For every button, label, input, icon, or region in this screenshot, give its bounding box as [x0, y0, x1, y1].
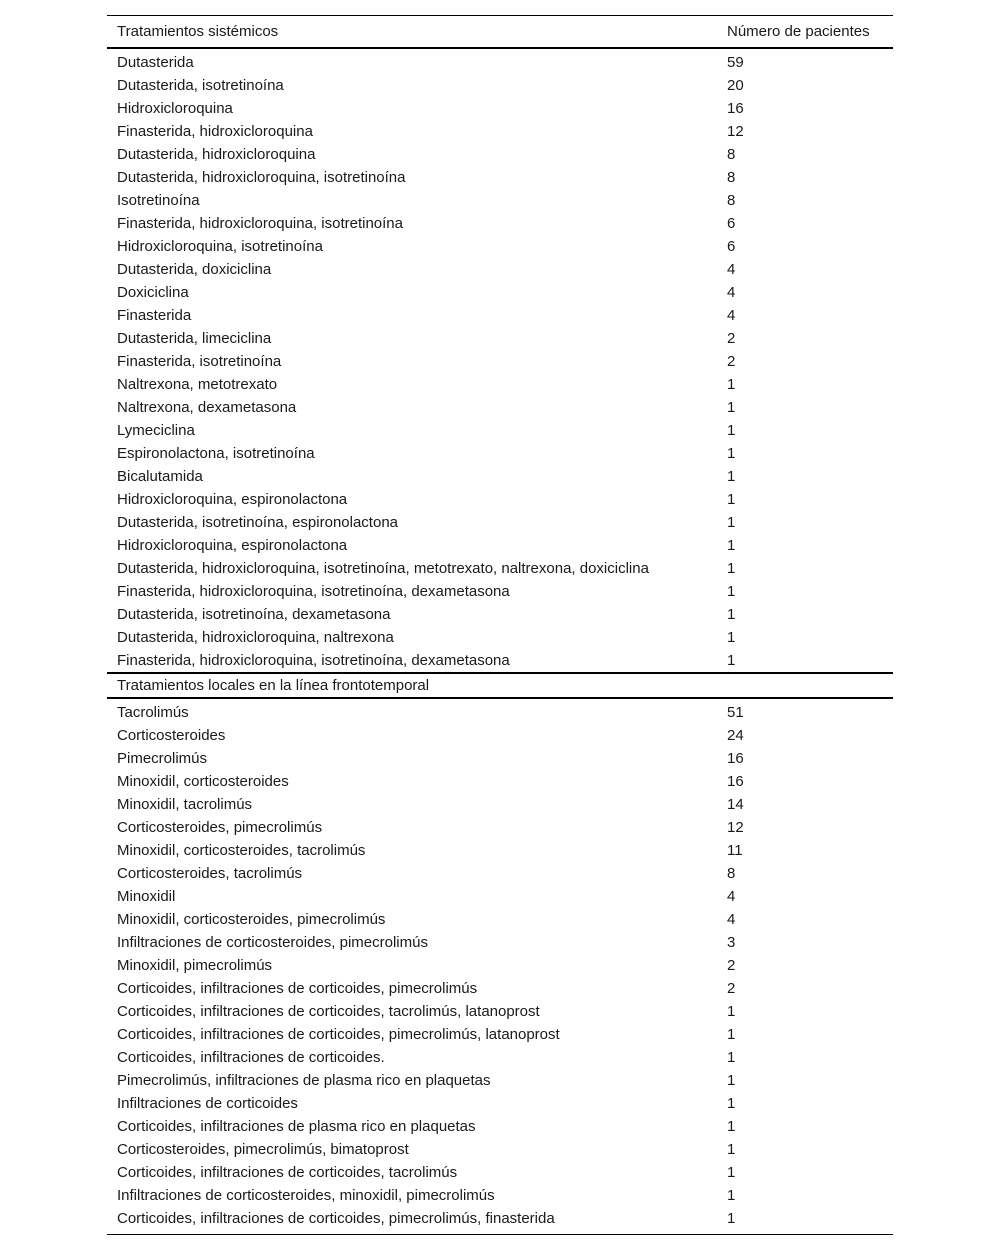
patients-cell: 14 — [727, 796, 744, 813]
table-row — [107, 97, 893, 120]
treatment-cell: Finasterida, hidroxicloroquina, isotretinoína, dexametasona — [117, 652, 510, 669]
table-row — [107, 557, 893, 580]
table-row — [107, 48, 893, 74]
treatment-cell: Dutasterida, limeciclina — [117, 330, 272, 347]
treatment-cell: Tacrolimús — [117, 704, 189, 721]
table-row — [107, 1000, 893, 1023]
patients-cell: 3 — [727, 934, 736, 951]
treatment-cell: Minoxidil, pimecrolimús — [117, 957, 273, 974]
table-row — [107, 1023, 893, 1046]
treatment-cell: Corticosteroides, pimecrolimús, bimatoprost — [117, 1141, 409, 1158]
treatment-cell: Naltrexona, dexametasona — [117, 399, 297, 416]
patients-cell: 1 — [727, 491, 736, 508]
treatment-cell: Minoxidil — [117, 888, 176, 905]
table-row — [107, 1069, 893, 1092]
table-row — [107, 1161, 893, 1184]
section-header-row — [107, 673, 893, 698]
patients-cell: 1 — [727, 445, 736, 462]
treatment-cell: Espironolactona, isotretinoína — [117, 445, 315, 462]
treatment-cell: Hidroxicloroquina — [117, 100, 233, 117]
local-treatments-section — [107, 698, 893, 1235]
treatment-cell: Minoxidil, corticosteroides, pimecrolimús — [117, 911, 386, 928]
patients-cell: 1 — [727, 583, 736, 600]
patients-cell: 1 — [727, 468, 736, 485]
treatment-cell: Corticosteroides — [117, 727, 226, 744]
patients-cell: 20 — [727, 77, 744, 94]
patients-cell: 1 — [727, 1095, 736, 1112]
table-row — [107, 327, 893, 350]
treatments-table — [107, 15, 893, 1235]
treatment-cell: Naltrexona, metotrexato — [117, 376, 278, 393]
treatment-cell: Infiltraciones de corticosteroides, minoxidil, pimecrolimús — [117, 1187, 495, 1204]
treatment-cell: Infiltraciones de corticoides — [117, 1095, 298, 1112]
table-row — [107, 862, 893, 885]
table-row — [107, 281, 893, 304]
patients-cell: 16 — [727, 100, 744, 117]
table-row — [107, 626, 893, 649]
treatment-cell: Finasterida, hidroxicloroquina, isotretinoína, dexametasona — [117, 583, 510, 600]
patients-cell: 1 — [727, 606, 736, 623]
patients-cell: 4 — [727, 284, 736, 301]
treatment-cell: Corticoides, infiltraciones de corticoides, tacrolimús — [117, 1164, 458, 1181]
treatment-cell: Corticoides, infiltraciones de corticoides, tacrolimús, latanoprost — [117, 1003, 540, 1020]
patients-cell: 51 — [727, 704, 744, 721]
patients-cell: 1 — [717, 1207, 893, 1235]
patients-cell: 8 — [727, 169, 736, 186]
treatment-cell: Dutasterida, hidroxicloroquina, isotretinoína, metotrexato, naltrexona, doxiciclina — [117, 560, 649, 577]
table-row — [107, 488, 893, 511]
patients-cell: 8 — [727, 146, 736, 163]
treatment-cell: Minoxidil, corticosteroides, tacrolimús — [117, 842, 366, 859]
table-row — [107, 580, 893, 603]
table-row — [107, 120, 893, 143]
table-row — [107, 465, 893, 488]
table-row — [107, 698, 893, 724]
treatment-cell: Corticosteroides, pimecrolimús — [117, 819, 323, 836]
treatment-cell: Hidroxicloroquina, isotretinoína — [117, 238, 323, 255]
patients-cell: 4 — [727, 911, 736, 928]
treatment-cell: Lymeciclina — [117, 422, 195, 439]
table-row — [107, 839, 893, 862]
treatment-cell: Corticoides, infiltraciones de corticoides, pimecrolimús, finasterida — [107, 1207, 717, 1235]
treatment-cell: Dutasterida, isotretinoína — [117, 77, 284, 94]
treatment-cell: Dutasterida, isotretinoína, espironolactona — [117, 514, 399, 531]
table-row — [107, 954, 893, 977]
patients-cell: 1 — [727, 652, 736, 669]
patients-cell: 1 — [727, 422, 736, 439]
patients-cell: 11 — [727, 842, 743, 859]
patients-cell: 4 — [727, 888, 736, 905]
treatment-cell: Doxiciclina — [117, 284, 189, 301]
table-row — [107, 1207, 893, 1235]
table-row — [107, 816, 893, 839]
table-row — [107, 143, 893, 166]
treatment-cell: Dutasterida — [117, 54, 194, 71]
treatment-cell: Finasterida, hidroxicloroquina — [117, 123, 313, 140]
patients-cell: 8 — [727, 865, 736, 882]
table-row — [107, 74, 893, 97]
table-row — [107, 770, 893, 793]
table-row — [107, 534, 893, 557]
patients-cell: 2 — [727, 353, 736, 370]
column-header-patients: Número de pacientes — [717, 16, 893, 49]
column-header-treatments: Tratamientos sistémicos — [107, 16, 717, 49]
treatment-cell: Bicalutamida — [117, 468, 203, 485]
patients-cell: 59 — [727, 54, 744, 71]
treatment-cell: Finasterida, isotretinoína — [117, 353, 282, 370]
table-row — [107, 511, 893, 534]
treatment-cell: Pimecrolimús, infiltraciones de plasma rico en plaquetas — [117, 1072, 491, 1089]
patients-cell: 12 — [727, 123, 744, 140]
patients-cell: 2 — [727, 980, 736, 997]
table-row — [107, 931, 893, 954]
table-row — [107, 350, 893, 373]
treatment-cell: Minoxidil, corticosteroides — [117, 773, 289, 790]
patients-cell: 1 — [727, 1118, 736, 1135]
treatment-cell: Corticoides, infiltraciones de corticoides, pimecrolimús, latanoprost — [117, 1026, 560, 1043]
patients-cell: 4 — [727, 307, 736, 324]
table-row — [107, 166, 893, 189]
table-row — [107, 419, 893, 442]
patients-cell: 8 — [727, 192, 736, 209]
table-row — [107, 1138, 893, 1161]
treatment-cell: Minoxidil, tacrolimús — [117, 796, 253, 813]
patients-cell: 24 — [727, 727, 744, 744]
table-row — [107, 189, 893, 212]
table-row — [107, 304, 893, 327]
section-title-local: Tratamientos locales en la línea frontotemporal — [107, 673, 893, 698]
treatment-cell: Corticoides, infiltraciones de corticoides. — [117, 1049, 385, 1066]
treatment-cell: Corticoides, infiltraciones de plasma rico en plaquetas — [117, 1118, 476, 1135]
patients-cell: 1 — [727, 1072, 736, 1089]
patients-cell: 1 — [727, 1187, 736, 1204]
treatment-cell: Infiltraciones de corticosteroides, pimecrolimús — [117, 934, 428, 951]
table-row — [107, 908, 893, 931]
table-row — [107, 977, 893, 1000]
patients-cell: 1 — [727, 1003, 736, 1020]
table-header-row — [107, 16, 893, 49]
treatment-cell: Hidroxicloroquina, espironolactona — [117, 537, 348, 554]
table-row — [107, 1115, 893, 1138]
patients-cell: 1 — [727, 514, 736, 531]
table-row — [107, 1184, 893, 1207]
patients-cell: 1 — [727, 1164, 736, 1181]
table-row — [107, 373, 893, 396]
patients-cell: 6 — [727, 215, 736, 232]
patients-cell: 12 — [727, 819, 744, 836]
patients-cell: 2 — [727, 330, 736, 347]
table-row — [107, 442, 893, 465]
table-row — [107, 603, 893, 626]
patients-cell: 1 — [727, 1049, 736, 1066]
patients-cell: 1 — [727, 1026, 736, 1043]
patients-cell: 1 — [727, 399, 736, 416]
patients-cell: 1 — [727, 376, 736, 393]
treatment-cell: Dutasterida, hidroxicloroquina, isotretinoína — [117, 169, 406, 186]
systemic-treatments-section — [107, 48, 893, 673]
patients-cell: 1 — [727, 560, 736, 577]
patients-cell: 16 — [727, 750, 744, 767]
table-row — [107, 724, 893, 747]
patients-cell: 1 — [727, 1141, 736, 1158]
patients-cell: 2 — [727, 957, 736, 974]
patients-cell: 4 — [727, 261, 736, 278]
local-treatments-heading-section — [107, 673, 893, 698]
table-row — [107, 258, 893, 281]
table-row — [107, 649, 893, 673]
treatment-cell: Hidroxicloroquina, espironolactona — [117, 491, 348, 508]
patients-cell: 1 — [727, 629, 736, 646]
table-row — [107, 1046, 893, 1069]
treatment-cell: Finasterida — [117, 307, 192, 324]
treatment-cell: Isotretinoína — [117, 192, 200, 209]
table-row — [107, 235, 893, 258]
treatment-cell: Corticosteroides, tacrolimús — [117, 865, 303, 882]
table-row — [107, 212, 893, 235]
patients-cell: 1 — [727, 537, 736, 554]
treatment-cell: Finasterida, hidroxicloroquina, isotretinoína — [117, 215, 403, 232]
table-row — [107, 396, 893, 419]
treatment-cell: Pimecrolimús — [117, 750, 208, 767]
patients-cell: 16 — [727, 773, 744, 790]
table-row — [107, 885, 893, 908]
table-row — [107, 747, 893, 770]
patients-cell: 6 — [727, 238, 736, 255]
treatment-cell: Corticoides, infiltraciones de corticoides, pimecrolimús — [117, 980, 478, 997]
table-row — [107, 793, 893, 816]
treatment-cell: Dutasterida, isotretinoína, dexametasona — [117, 606, 391, 623]
table-row — [107, 1092, 893, 1115]
treatment-cell: Dutasterida, hidroxicloroquina, naltrexona — [117, 629, 394, 646]
treatment-cell: Dutasterida, doxiciclina — [117, 261, 272, 278]
treatment-cell: Dutasterida, hidroxicloroquina — [117, 146, 316, 163]
